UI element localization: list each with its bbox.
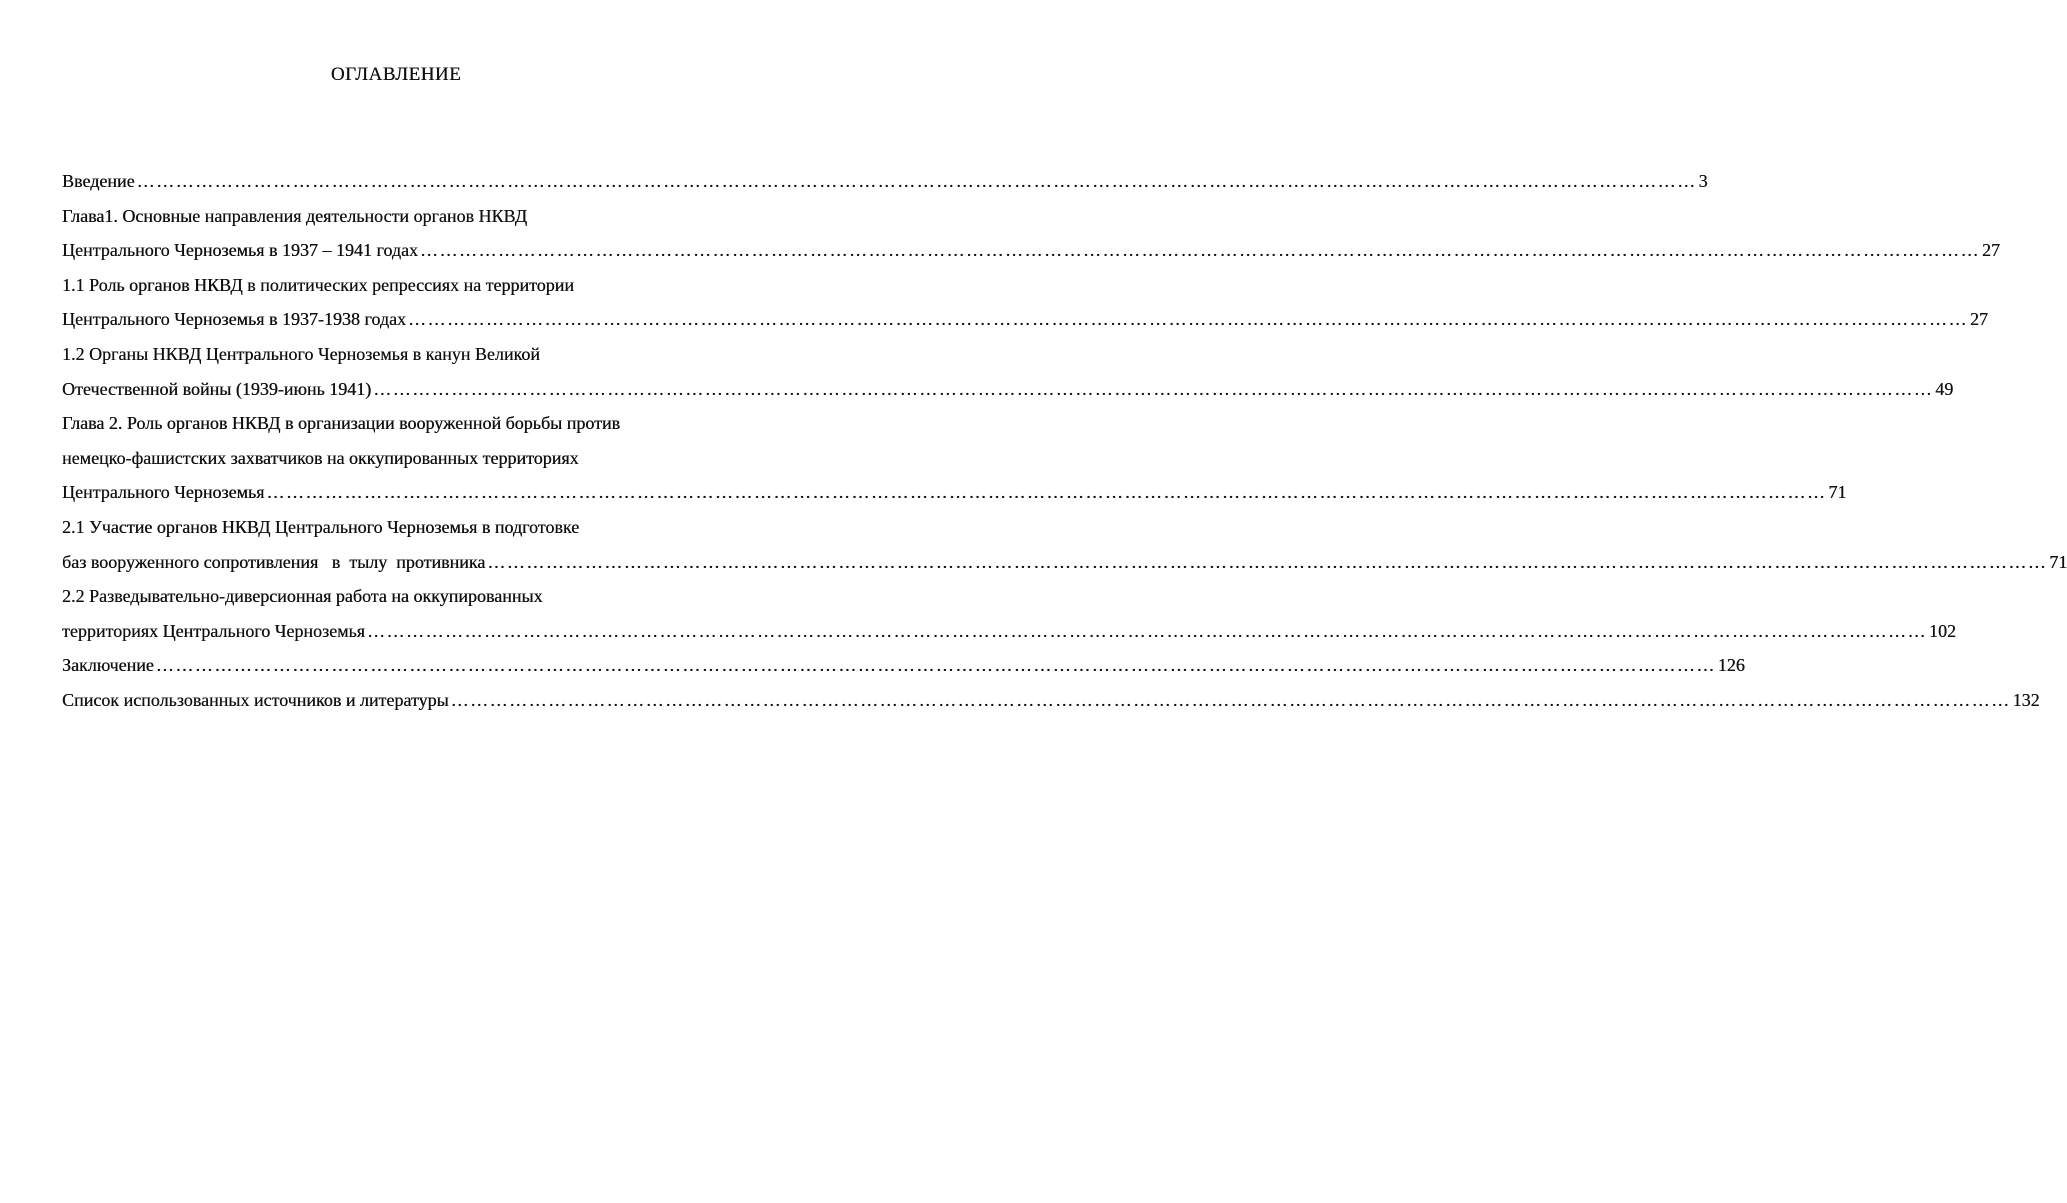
toc-entry-line <box>62 614 1956 649</box>
toc-page-number: 49 <box>1935 378 1954 399</box>
toc-entry-title: Центрального Черноземья <box>62 482 265 503</box>
dot-leader: …………………………………………………………………………………………………………………………………………………………………………………………………………………… <box>419 240 1980 261</box>
toc-entry-line: немецко-фашистских захватчиков на оккупированных территориях <box>62 447 579 468</box>
toc-entry-section-2-2 <box>62 579 1956 648</box>
toc-entry-bibliography <box>62 683 2040 718</box>
dot-leader: …………………………………………………………………………………………………………………………………………………………………………………………………………………… <box>487 551 2048 572</box>
toc-entry-line <box>62 475 1847 510</box>
toc-entry-line <box>62 683 2040 718</box>
toc-entry-line: Глава1. Основные направления деятельности органов НКВД <box>62 205 528 226</box>
dot-leader: …………………………………………………………………………………………………………………………………………………………………………………………………………………… <box>450 689 2011 710</box>
toc-entry-title: баз вооруженного сопротивления в тылу противника <box>62 551 486 572</box>
toc-page-number: 3 <box>1698 171 1708 191</box>
toc-entry-line <box>62 648 1745 683</box>
dot-leader: …………………………………………………………………………………………………………………………………………………………………………………………………………………… <box>266 482 1827 503</box>
toc-page-number: 102 <box>1928 620 1956 641</box>
page-title: ОГЛАВЛЕНИЕ <box>330 64 462 85</box>
toc-entry-title: территориях Центрального Черноземья <box>62 620 365 641</box>
toc-entry-line <box>62 302 1988 337</box>
toc-entry-chapter-1 <box>62 199 2000 268</box>
toc-entry-title: Отечественной войны (1939-июнь 1941) <box>62 378 372 399</box>
toc-entry-line <box>62 545 2067 580</box>
dot-leader: …………………………………………………………………………………………………………………………………………………………………………………………………………………… <box>136 171 1697 191</box>
toc-page-number: 71 <box>2049 551 2067 572</box>
toc-entry-section-1-2 <box>62 337 1954 406</box>
table-of-contents <box>62 164 2067 718</box>
toc-entry-conclusion <box>62 648 1745 683</box>
toc-entry-title: Список использованных источников и литературы <box>62 689 449 710</box>
toc-page-number: 126 <box>1717 655 1745 676</box>
toc-page-number: 71 <box>1828 482 1847 503</box>
toc-entry-title: Заключение <box>62 655 154 676</box>
toc-entry-section-1-1 <box>62 268 1988 337</box>
toc-entry-line: Глава 2. Роль органов НКВД в организации вооруженной борьбы против <box>62 413 621 434</box>
toc-entry-line <box>62 372 1954 407</box>
toc-entry-title: Введение <box>62 171 135 191</box>
dot-leader: …………………………………………………………………………………………………………………………………………………………………………………………………………………… <box>366 620 1927 641</box>
toc-entry-line: 1.2 Органы НКВД Центрального Черноземья в канун Великой <box>62 343 540 364</box>
toc-entry-title: Центрального Черноземья в 1937-1938 годах <box>62 309 406 330</box>
toc-entry-line <box>62 233 2000 268</box>
dot-leader: …………………………………………………………………………………………………………………………………………………………………………………………………………………… <box>373 378 1934 399</box>
toc-entry-line: 2.1 Участие органов НКВД Центрального Черноземья в подготовке <box>62 516 580 537</box>
toc-page-number: 27 <box>1981 240 2000 261</box>
dot-leader: …………………………………………………………………………………………………………………………………………………………………………………………………………………… <box>407 309 1968 330</box>
toc-entry-line: 2.2 Разведывательно-диверсионная работа на оккупированных <box>62 586 543 607</box>
toc-entry-chapter-2 <box>62 406 1847 510</box>
toc-entry-title: Центрального Черноземья в 1937 – 1941 годах <box>62 240 418 261</box>
toc-entry-line: 1.1 Роль органов НКВД в политических репрессиях на территории <box>62 274 574 295</box>
toc-page-number: 132 <box>2012 689 2040 710</box>
dot-leader: …………………………………………………………………………………………………………………………………………………………………………………………………………………… <box>155 655 1716 676</box>
toc-entry-section-2-1 <box>62 510 2067 579</box>
toc-entry-introduction <box>62 164 1708 199</box>
toc-entry-line <box>62 164 1708 199</box>
toc-page-number: 27 <box>1969 309 1988 330</box>
